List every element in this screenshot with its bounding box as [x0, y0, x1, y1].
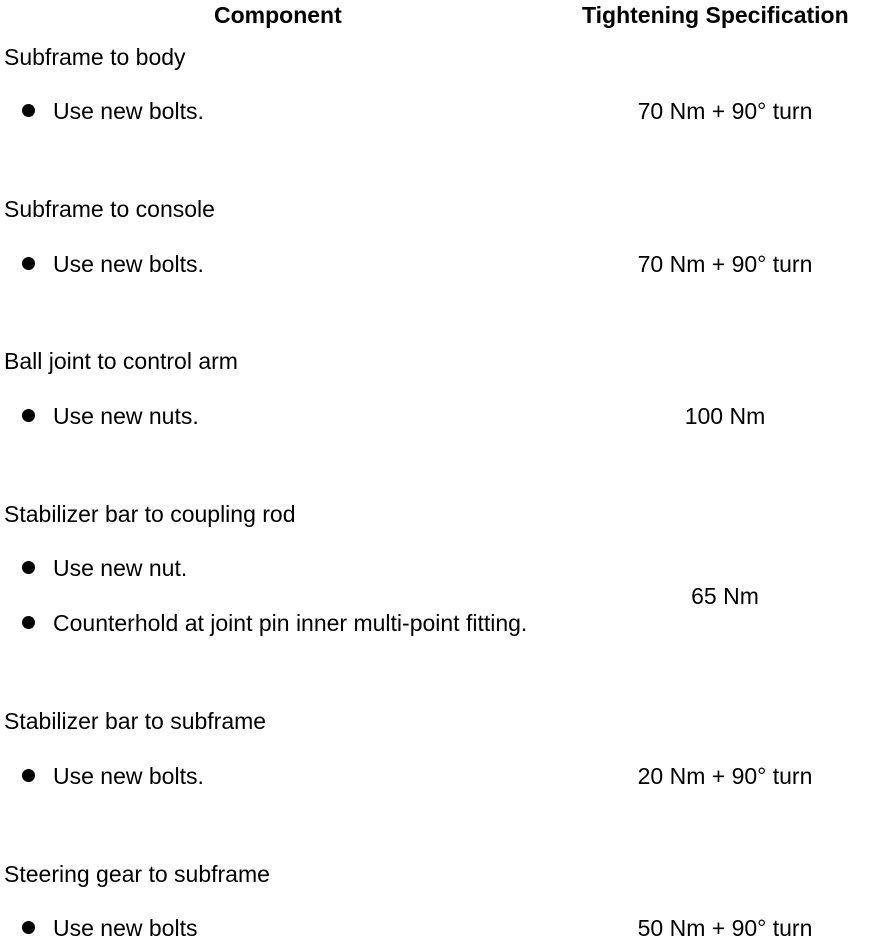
- torque-spec: 100 Nm: [684, 403, 766, 429]
- torque-spec: 70 Nm + 90° turn: [637, 251, 813, 277]
- torque-spec: 50 Nm + 90° turn: [637, 915, 813, 941]
- note-text: Use new bolts.: [53, 763, 204, 789]
- note-text: Use new bolts.: [53, 251, 204, 277]
- note-text: Use new nuts.: [53, 403, 199, 429]
- bullet-icon: [22, 104, 35, 117]
- note-item: [22, 251, 204, 277]
- component-title: Stabilizer bar to subframe: [4, 708, 267, 734]
- torque-spec: 65 Nm: [691, 583, 759, 609]
- note-text: Counterhold at joint pin inner multi-point fitting.: [53, 610, 528, 636]
- note-item: [22, 98, 204, 124]
- component-title: Steering gear to subframe: [4, 861, 270, 887]
- torque-spec: 20 Nm + 90° turn: [637, 763, 813, 789]
- torque-spec: 70 Nm + 90° turn: [637, 98, 813, 124]
- note-item: [22, 915, 197, 941]
- column-header-component: Component: [214, 2, 342, 28]
- bullet-icon: [22, 616, 35, 629]
- note-item: [22, 403, 199, 429]
- bullet-icon: [22, 257, 35, 270]
- note-item: [22, 610, 527, 636]
- bullet-icon: [22, 409, 35, 422]
- bullet-icon: [22, 561, 35, 574]
- note-text: Use new bolts.: [53, 98, 204, 124]
- bullet-icon: [22, 769, 35, 782]
- note-item: [22, 763, 204, 789]
- component-title: Subframe to console: [4, 196, 215, 222]
- component-title: Subframe to body: [4, 44, 186, 70]
- note-text: Use new nut.: [53, 555, 188, 581]
- bullet-icon: [22, 921, 35, 934]
- component-title: Stabilizer bar to coupling rod: [4, 501, 296, 527]
- component-title: Ball joint to control arm: [4, 348, 238, 374]
- note-text: Use new bolts: [53, 915, 198, 941]
- column-header-specification: Tightening Specification: [582, 2, 849, 28]
- note-item: [22, 555, 187, 581]
